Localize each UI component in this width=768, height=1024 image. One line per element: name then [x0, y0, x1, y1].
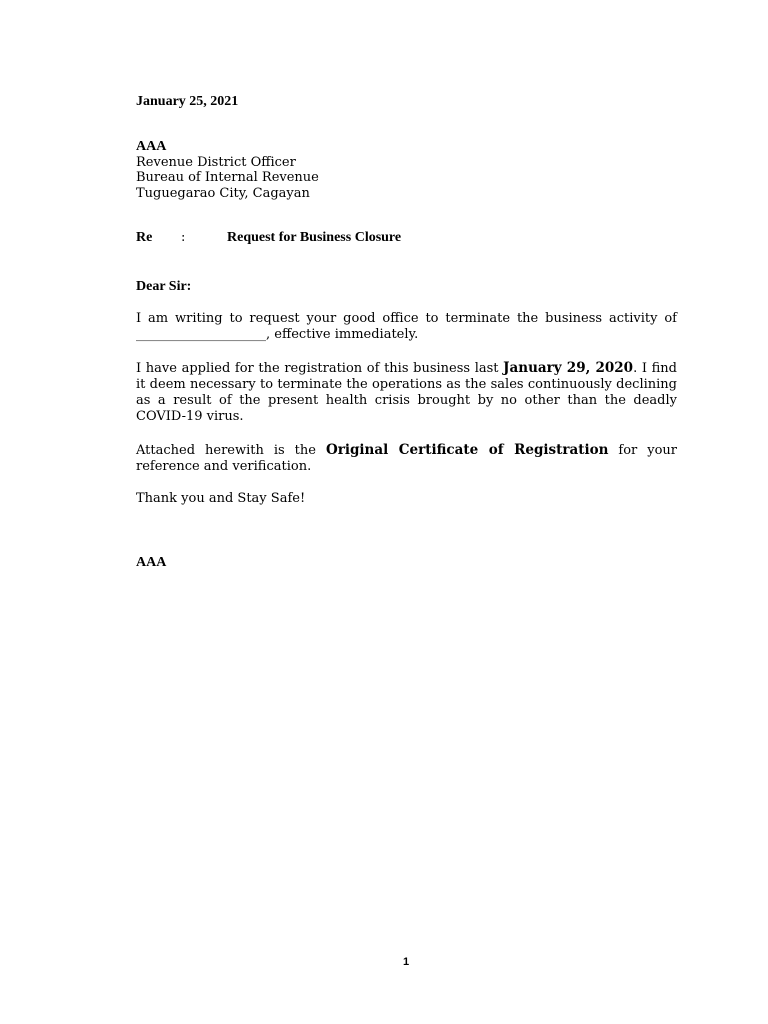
addressee-name: AAA	[136, 139, 167, 154]
paragraph-attachment-text-end: for your reference and verification.	[136, 443, 677, 474]
paragraph-registration-text-start: I have applied for the registration of this business last	[136, 361, 504, 376]
paragraph-registration	[136, 360, 677, 425]
addressee-location: Tuguegarao City, Cagayan	[136, 185, 310, 201]
paragraph-attachment-text-start: Attached herewith is the	[136, 443, 326, 458]
registration-date: January 29, 2020	[503, 360, 634, 376]
closing-line: Thank you and Stay Safe!	[136, 491, 306, 506]
addressee-title: Revenue District Officer	[136, 154, 296, 170]
subject-label: Re	[136, 230, 153, 245]
signature-name: AAA	[136, 555, 167, 570]
letter-date: January 25, 2021	[136, 94, 239, 109]
paragraph-request-text: I am writing to request your good office to terminate the business activity of ____________________, effective immediately.	[136, 311, 677, 342]
salutation: Dear Sir:	[136, 279, 192, 294]
addressee-block	[136, 139, 319, 201]
subject-text: Request for Business Closure	[227, 230, 402, 245]
paragraph-registration-text-end: . I find it deem necessary to terminate the operations as the sales continuously declining as a result of the present health crisis brought by no other than the deadly COVID-19 virus.	[136, 361, 677, 424]
paragraph-attachment	[136, 442, 677, 475]
page-number: 1	[402, 956, 410, 968]
addressee-office: Bureau of Internal Revenue	[136, 170, 319, 185]
paragraph-request	[136, 311, 677, 343]
subject-colon: :	[181, 230, 186, 245]
certificate-name: Original Certificate of Registration	[325, 442, 609, 458]
